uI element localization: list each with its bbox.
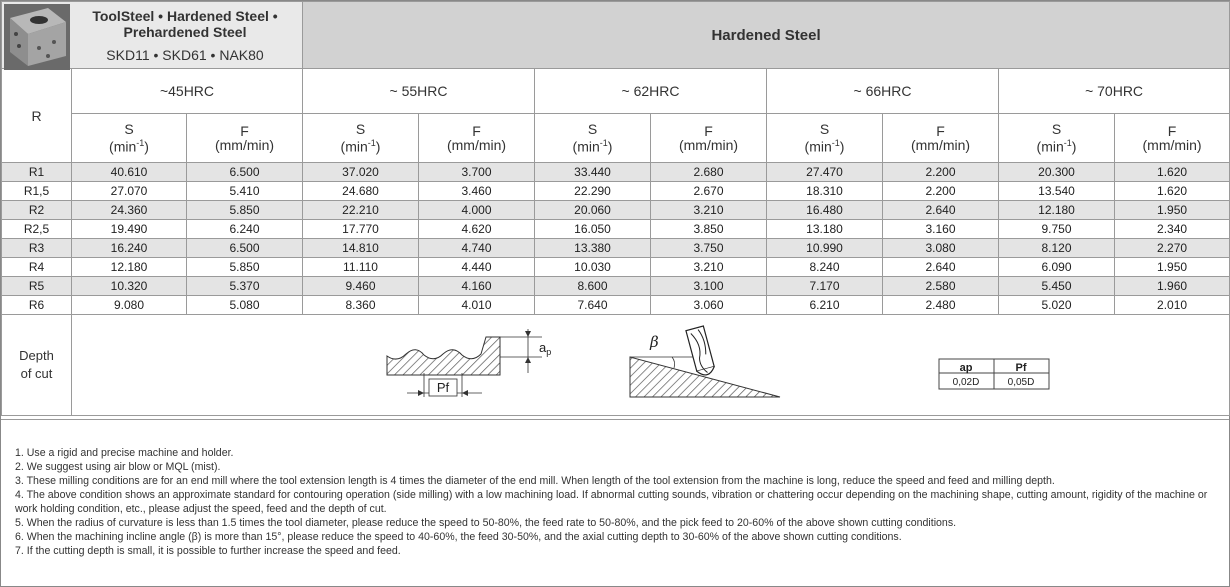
speed-cell: 18.310: [767, 182, 883, 201]
notes-list: [1, 420, 1229, 558]
incline-angle-diagram: [630, 326, 780, 397]
feed-cell: 3.210: [651, 258, 767, 277]
speed-cell: 8.600: [535, 277, 651, 296]
feed-subheader: F (mm/min): [187, 114, 303, 163]
speed-cell: 14.810: [303, 239, 419, 258]
speed-cell: 10.320: [72, 277, 187, 296]
radius-cell: R1: [2, 163, 72, 182]
feed-cell: 3.060: [651, 296, 767, 315]
feed-subheader: F (mm/min): [1115, 114, 1230, 163]
speed-cell: 33.440: [535, 163, 651, 182]
pick-feed-diagram: [387, 329, 551, 397]
feed-cell: 1.950: [1115, 201, 1230, 220]
table-row: [2, 220, 1230, 239]
speed-cell: 5.450: [999, 277, 1115, 296]
feed-cell: 5.850: [187, 258, 303, 277]
ap-header: ap: [959, 362, 973, 374]
radius-cell: R5: [2, 277, 72, 296]
speed-cell: 8.120: [999, 239, 1115, 258]
cutting-conditions-table: [1, 1, 1230, 416]
radius-cell: R1,5: [2, 182, 72, 201]
feed-cell: 2.640: [883, 258, 999, 277]
speed-cell: 27.470: [767, 163, 883, 182]
pf-value: 0,05D: [1007, 377, 1035, 388]
speed-cell: 9.080: [72, 296, 187, 315]
speed-cell: 17.770: [303, 220, 419, 239]
feed-cell: 6.240: [187, 220, 303, 239]
speed-cell: 10.030: [535, 258, 651, 277]
material-grades: SKD11 • SKD61 • NAK80: [106, 47, 264, 63]
feed-cell: 4.160: [419, 277, 535, 296]
speed-cell: 12.180: [72, 258, 187, 277]
hardness-group-header: ~ 62HRC: [535, 69, 767, 114]
note-item: 5. When the radius of curvature is less than 1.5 times the tool diameter, please reduce the speed to 50-80%, the feed rate to 50-80%, and the pick feed to 20-60% of the above shown cutting conditions.: [15, 517, 957, 529]
table-row: [2, 239, 1230, 258]
feed-cell: 2.270: [1115, 239, 1230, 258]
feed-cell: 6.500: [187, 239, 303, 258]
hardness-group-header: ~ 70HRC: [999, 69, 1230, 114]
speed-cell: 12.180: [999, 201, 1115, 220]
ap-value: 0,02D: [952, 377, 980, 388]
depth-parameter-table: [939, 359, 1049, 389]
speed-cell: 24.680: [303, 182, 419, 201]
feed-cell: 2.480: [883, 296, 999, 315]
feed-cell: 5.850: [187, 201, 303, 220]
hardness-group-header: ~ 55HRC: [303, 69, 535, 114]
speed-cell: 24.360: [72, 201, 187, 220]
radius-cell: R4: [2, 258, 72, 277]
feed-cell: 5.370: [187, 277, 303, 296]
feed-cell: 1.960: [1115, 277, 1230, 296]
feed-cell: 2.680: [651, 163, 767, 182]
feed-cell: 3.850: [651, 220, 767, 239]
speed-cell: 9.750: [999, 220, 1115, 239]
hardness-group-header: ~45HRC: [72, 69, 303, 114]
speed-cell: 16.050: [535, 220, 651, 239]
note-item: 2. We suggest using air blow or MQL (mist).: [15, 461, 221, 473]
feed-cell: 3.460: [419, 182, 535, 201]
feed-cell: 2.670: [651, 182, 767, 201]
speed-cell: 7.640: [535, 296, 651, 315]
note-item: 7. If the cutting depth is small, it is possible to further increase the speed and feed.: [15, 545, 401, 557]
feed-cell: 3.700: [419, 163, 535, 182]
speed-cell: 20.300: [999, 163, 1115, 182]
radius-cell: R6: [2, 296, 72, 315]
note-item: 1. Use a rigid and precise machine and holder.: [15, 447, 234, 459]
feed-cell: 1.620: [1115, 182, 1230, 201]
note-item: 3. These milling conditions are for an end mill where the tool extension length is 4 times the diameter of the end mill. When length of the tool extension from the machine is long, reduce the speed and feed and milling depth.: [15, 475, 1055, 487]
speed-cell: 22.210: [303, 201, 419, 220]
speed-cell: 16.480: [767, 201, 883, 220]
feed-cell: 2.580: [883, 277, 999, 296]
workpiece-block-icon: [4, 4, 70, 70]
beta-label: β: [650, 333, 659, 351]
depth-of-cut-diagram: [72, 315, 1230, 416]
table-row: [2, 296, 1230, 315]
ap-label: $a_p$: [539, 340, 552, 357]
table-row: [2, 201, 1230, 220]
feed-cell: 5.410: [187, 182, 303, 201]
speed-cell: 13.180: [767, 220, 883, 239]
feed-cell: 2.640: [883, 201, 999, 220]
radius-cell: R3: [2, 239, 72, 258]
feed-cell: 4.440: [419, 258, 535, 277]
feed-cell: 4.620: [419, 220, 535, 239]
speed-cell: 7.170: [767, 277, 883, 296]
speed-subheader: S $(\min^{-1})$: [999, 114, 1115, 163]
speed-cell: 19.490: [72, 220, 187, 239]
speed-cell: 8.360: [303, 296, 419, 315]
feed-cell: 2.200: [883, 163, 999, 182]
speed-subheader: S $(\min^{-1})$: [535, 114, 651, 163]
note-item: 4. The above condition shows an approximate standard for contouring operation (side milling) with a low machining load. If abnormal cutting sounds, vibration or chattering occur depending on the machining shape, cutting amount, rigidity of the machine or work holding condition, etc., please adjust the speed, feed and the depth of cut.: [15, 489, 1208, 515]
radius-column-header: R: [2, 69, 72, 163]
feed-subheader: F (mm/min): [419, 114, 535, 163]
material-header: [2, 2, 303, 69]
speed-cell: 13.540: [999, 182, 1115, 201]
hardened-steel-header: Hardened Steel: [303, 2, 1230, 69]
speed-cell: 13.380: [535, 239, 651, 258]
depth-diagrams: [72, 315, 1229, 415]
speed-subheader: S $(\min^{-1})$: [767, 114, 883, 163]
feed-cell: 2.340: [1115, 220, 1230, 239]
speed-cell: 6.090: [999, 258, 1115, 277]
feed-cell: 5.080: [187, 296, 303, 315]
feed-cell: 2.010: [1115, 296, 1230, 315]
table-row: [2, 277, 1230, 296]
feed-cell: 2.200: [883, 182, 999, 201]
table-row: [2, 258, 1230, 277]
feed-cell: 3.160: [883, 220, 999, 239]
feed-cell: 4.740: [419, 239, 535, 258]
speed-cell: 16.240: [72, 239, 187, 258]
speed-cell: 5.020: [999, 296, 1115, 315]
speed-cell: 40.610: [72, 163, 187, 182]
feed-cell: 1.620: [1115, 163, 1230, 182]
feed-cell: 3.750: [651, 239, 767, 258]
pf-label: Pf: [436, 380, 450, 395]
depth-of-cut-label: Depth of cut: [2, 315, 72, 416]
pf-header: Pf: [1015, 362, 1027, 374]
speed-cell: 22.290: [535, 182, 651, 201]
speed-cell: 6.210: [767, 296, 883, 315]
speed-cell: 9.460: [303, 277, 419, 296]
radius-cell: R2: [2, 201, 72, 220]
hardness-group-header: ~ 66HRC: [767, 69, 999, 114]
table-row: [2, 163, 1230, 182]
material-title: ToolSteel • Hardened Steel • Prehardened Steel: [92, 8, 278, 40]
speed-subheader: S $(\min^{-1})$: [303, 114, 419, 163]
speed-cell: 20.060: [535, 201, 651, 220]
feed-cell: 1.950: [1115, 258, 1230, 277]
feed-subheader: F (mm/min): [651, 114, 767, 163]
table-row: [2, 182, 1230, 201]
speed-cell: 27.070: [72, 182, 187, 201]
feed-cell: 3.210: [651, 201, 767, 220]
notes-section: [1, 419, 1229, 587]
feed-cell: 4.000: [419, 201, 535, 220]
feed-cell: 6.500: [187, 163, 303, 182]
speed-cell: 37.020: [303, 163, 419, 182]
speed-cell: 10.990: [767, 239, 883, 258]
speed-cell: 11.110: [303, 258, 419, 277]
radius-cell: R2,5: [2, 220, 72, 239]
speed-cell: 8.240: [767, 258, 883, 277]
feed-subheader: F (mm/min): [883, 114, 999, 163]
feed-cell: 3.080: [883, 239, 999, 258]
speed-subheader: S $(\min^{-1})$: [72, 114, 187, 163]
feed-cell: 4.010: [419, 296, 535, 315]
feed-cell: 3.100: [651, 277, 767, 296]
note-item: 6. When the machining incline angle (β) is more than 15°, please reduce the speed to 40-60%, the feed 30-50%, and the axial cutting depth to 30-60% of the above shown cutting conditions.: [15, 531, 902, 543]
